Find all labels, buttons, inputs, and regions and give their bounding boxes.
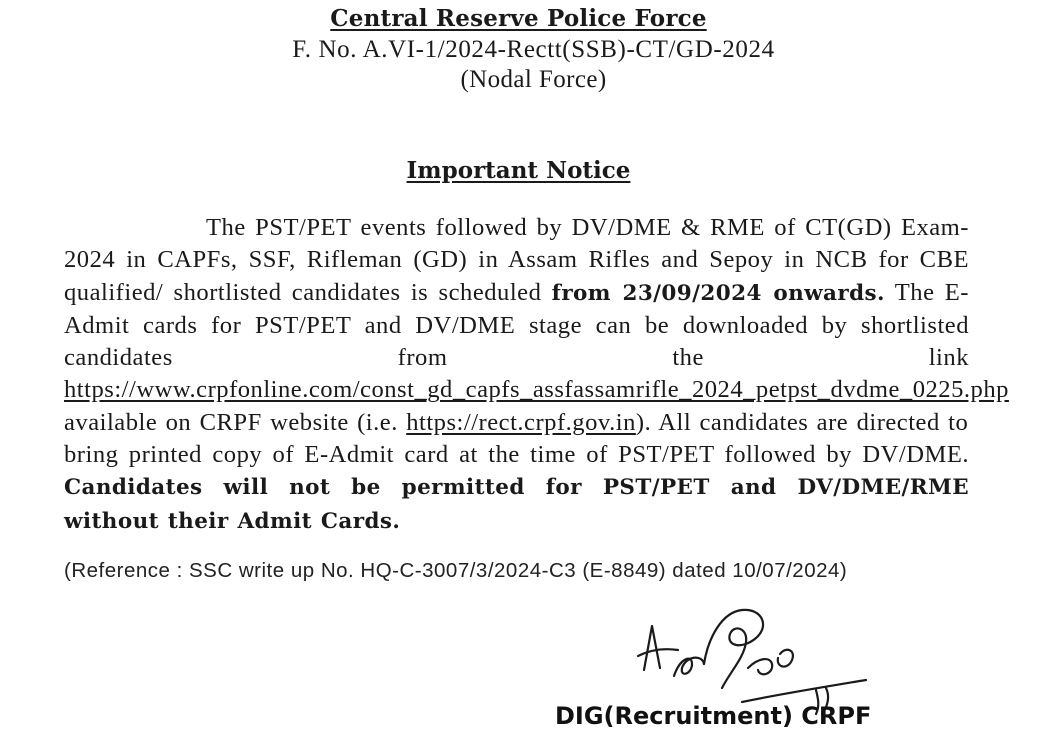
notice-body <box>64 212 1009 538</box>
organization-name: Central Reserve Police Force <box>330 5 707 32</box>
notice-text-part-2: The E-Admit cards for PST/PET and DV/DME stage can be downloaded by shortlisted candidates from the link <box>64 278 969 372</box>
crpf-website-link[interactable]: https://rect.crpf.gov.in <box>406 408 636 436</box>
nodal-force-label: (Nodal Force) <box>460 66 607 93</box>
notice-text-part-4: ). All candidates are directed to bring printed copy of E-Admit card at the time of PST/PET followed by DV/DME. <box>64 408 969 469</box>
signatory-designation: DIG(Recruitment) CRPF <box>555 702 872 730</box>
document-header <box>0 4 1037 95</box>
notice-text-part-3: available on CRPF website (i.e. <box>64 408 407 436</box>
file-number: F. No. A.VI-1/2024-Rectt(SSB)-CT/GD-2024 <box>292 36 775 63</box>
notice-text-part-1: The PST/PET events followed by DV/DME & RME of CT(GD) Exam-2024 in CAPFs, SSF, Rifleman (GD) in Assam Rifles and Sepoy in NCB for CBE qualified/ shortlisted candidates is scheduled <box>64 214 969 306</box>
schedule-date-bold: from 23/09/2024 onwards. <box>551 280 885 306</box>
admit-card-link[interactable]: https://www.crpfonline.com/const_gd_capfs_assfassamrifle_2024_petpst_dvdme_0225.php <box>64 376 1009 404</box>
admit-card-warning-bold: Candidates will not be permitted for PST/PET and DV/DME/RME without their Admit Cards. <box>64 475 969 534</box>
notice-title: Important Notice <box>406 157 631 184</box>
reference-line: (Reference : SSC write up No. HQ-C-3007/3/2024-C3 (E-8849) dated 10/07/2024) <box>64 559 848 582</box>
